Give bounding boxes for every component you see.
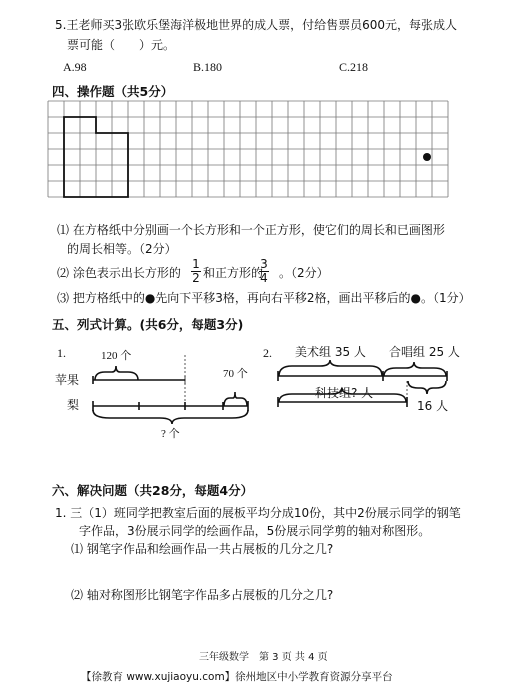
s4-q3: ⑶ 把方格纸中的●先向下平移3格，再向右平移2格，画出平移后的●。（1分） (57, 291, 471, 305)
label-apple: 苹果 (55, 373, 80, 387)
translate-dot (423, 153, 431, 161)
fraction-half-denominator: 2 (192, 271, 200, 285)
s4-q1-line1: ⑴ 在方格纸中分别画一个长方形和一个正方形，使它们的周长和已画图形 (57, 223, 445, 237)
brace-diff (408, 381, 446, 394)
q5-option-c: C.218 (339, 60, 369, 74)
brace-70 (224, 392, 247, 406)
label-diff: 16 人 (417, 399, 449, 413)
apple-pear-diagram (93, 355, 248, 424)
label-art: 美术组 35 人 (295, 345, 366, 359)
p2-number: 2. (263, 346, 272, 360)
section4-title: 四、操作题（共5分） (52, 84, 174, 99)
section6-title: 六、解决问题（共28分，每题4分） (52, 483, 254, 498)
s4-q2-mid: 和正方形的 (203, 266, 264, 280)
footer-banner: 【徐教育 www.xujiaoyu.com】徐州地区中小学教育资源分享平台 (81, 671, 393, 683)
brace-total (93, 410, 248, 424)
p1-number: 1. (57, 346, 66, 360)
section5-title: 五、列式计算。(共6分，每题3分) (52, 317, 244, 332)
q5-stem-line1: 5.王老师买3张欧乐堡海洋极地世界的成人票，付给售票员600元，每张成人 (55, 18, 457, 32)
q5-option-b: B.180 (193, 60, 223, 74)
fraction-three-quarters (259, 259, 269, 284)
s6-q1-line2: 字作品，3份展示同学的绘画作品，5份展示同学剪的轴对称图形。 (79, 524, 431, 538)
brace-art (279, 360, 382, 376)
label-120: 120 个 (101, 350, 132, 362)
fraction-three-quarters-numerator: 3 (260, 257, 268, 271)
label-pear: 梨 (67, 398, 80, 412)
label-tech: 科技组? 人 (315, 386, 374, 400)
s4-q2-prefix: ⑵ 涂色表示出长方形的 (57, 266, 181, 280)
fraction-half (191, 259, 201, 284)
s6-sub1: ⑴ 钢笔字作品和绘画作品一共占展板的几分之几? (71, 542, 334, 556)
q5-option-a: A.98 (63, 60, 87, 74)
q5-stem-line2: 票可能（ ）元。 (67, 38, 176, 52)
s4-q2-suffix: 。（2分） (279, 266, 329, 280)
page-info: 三年级数学 第 3 页 共 4 页 (199, 652, 328, 663)
brace-choir (384, 362, 446, 376)
label-total: ? 个 (161, 428, 180, 440)
s6-q1-line1: 1. 三（1）班同学把教室后面的展板平均分成10份，其中2份展示同学的钢笔 (55, 506, 461, 520)
s6-sub2: ⑵ 轴对称图形比钢笔字作品多占展板的几分之几? (71, 588, 334, 602)
label-choir: 合唱组 25 人 (389, 345, 460, 359)
fraction-half-numerator: 1 (192, 257, 200, 271)
square-grid (48, 101, 448, 197)
brace-120 (95, 366, 138, 380)
s4-q1-line2: 的周长相等。（2分） (67, 242, 177, 256)
fraction-three-quarters-denominator: 4 (260, 271, 268, 285)
label-70: 70 个 (223, 368, 248, 380)
